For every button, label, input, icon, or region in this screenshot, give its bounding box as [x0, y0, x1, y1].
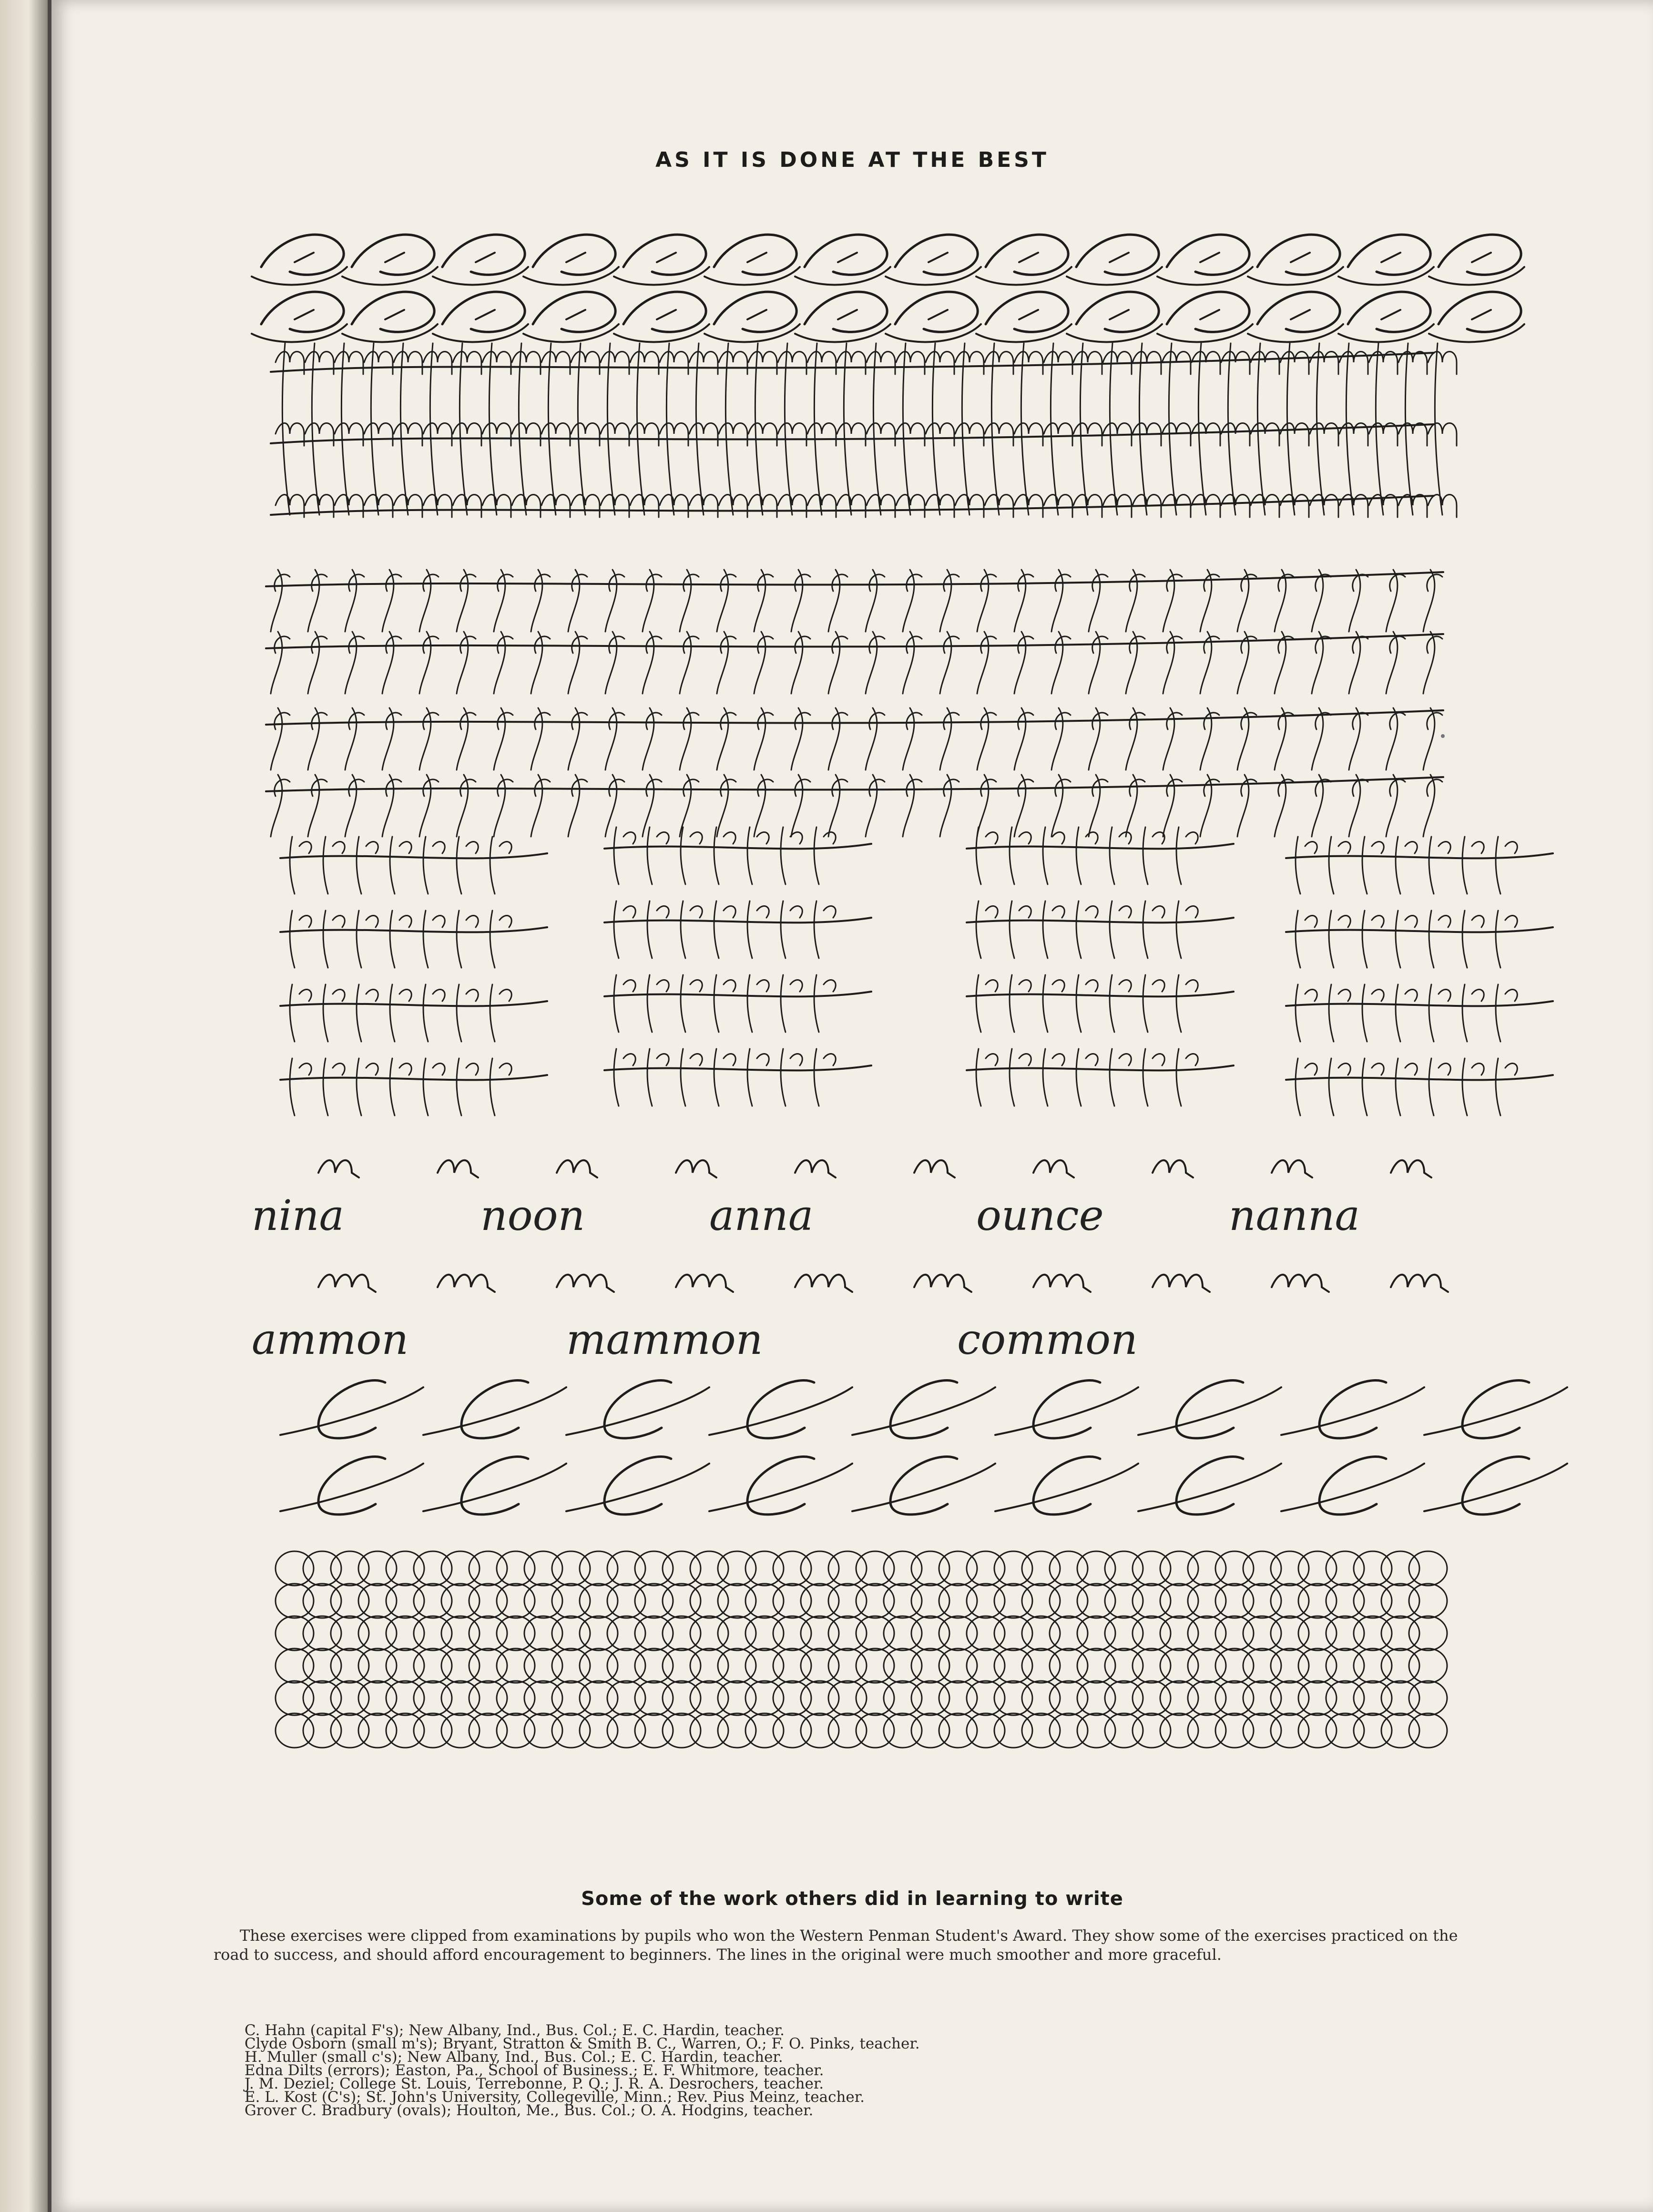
oval-drill-block	[276, 1551, 1447, 1748]
n-m-word-rows	[252, 1160, 1448, 1364]
word-nina: nina	[252, 1191, 344, 1240]
word-ounce: ounce	[976, 1191, 1104, 1240]
facing-page-edge	[0, 0, 48, 2212]
credits-list	[245, 2024, 1484, 2117]
document-page	[51, 0, 1653, 2212]
word-nanna: nanna	[1229, 1191, 1360, 1240]
word-ammon: ammon	[252, 1315, 409, 1364]
capital-c-rows	[280, 1381, 1567, 1515]
capital-f-rows	[252, 235, 1524, 342]
word-noon: noon	[480, 1191, 585, 1240]
small-c-grid	[266, 570, 1443, 837]
word-anna: anna	[709, 1191, 814, 1240]
word-mammon: mammon	[566, 1315, 763, 1364]
page-title: AS IT IS DONE AT THE BEST	[655, 148, 1049, 172]
word-common: common	[957, 1315, 1138, 1364]
credit-line: E. L. Kost (C's); St. John's University, Collegeville, Minn.; Rev. Pius Meinz, teacher.	[245, 2089, 865, 2106]
credit-line: Clyde Osborn (small m's); Bryant, Stratton & Smith B. C., Warren, O.; F. O. Pinks, teacher.	[245, 2035, 920, 2052]
credit-line: C. Hahn (capital F's); New Albany, Ind., Bus. Col.; E. C. Hardin, teacher.	[245, 2022, 785, 2039]
credit-line: Grover C. Bradbury (ovals); Houlton, Me., Bus. Col.; O. A. Hodgins, teacher.	[245, 2102, 814, 2119]
paper-speck	[1441, 734, 1445, 738]
errors-grid	[280, 827, 1553, 1116]
credit-line: Edna Dilts (errors); Easton, Pa., School of Business.; E. F. Whitmore, teacher.	[245, 2062, 824, 2079]
section-caption: Some of the work others did in learning to write	[581, 1888, 1123, 1910]
intro-paragraph: These exercises were clipped from examinations by pupils who won the Western Penman Student's Award. They show some of the exercises practiced on the road to success, and should afford encouragement to beginners. The lines in the original were much smoother and more graceful.	[214, 1926, 1458, 1964]
small-m-grid	[271, 343, 1457, 517]
credit-line: H. Muller (small c's); New Albany, Ind., Bus. Col.; E. C. Hardin, teacher.	[245, 2048, 783, 2066]
penmanship-specimens	[51, 0, 1653, 2212]
credit-line: J. M. Deziel; College St. Louis, Terrebonne, P. Q.; J. R. A. Desrochers, teacher.	[245, 2075, 824, 2092]
